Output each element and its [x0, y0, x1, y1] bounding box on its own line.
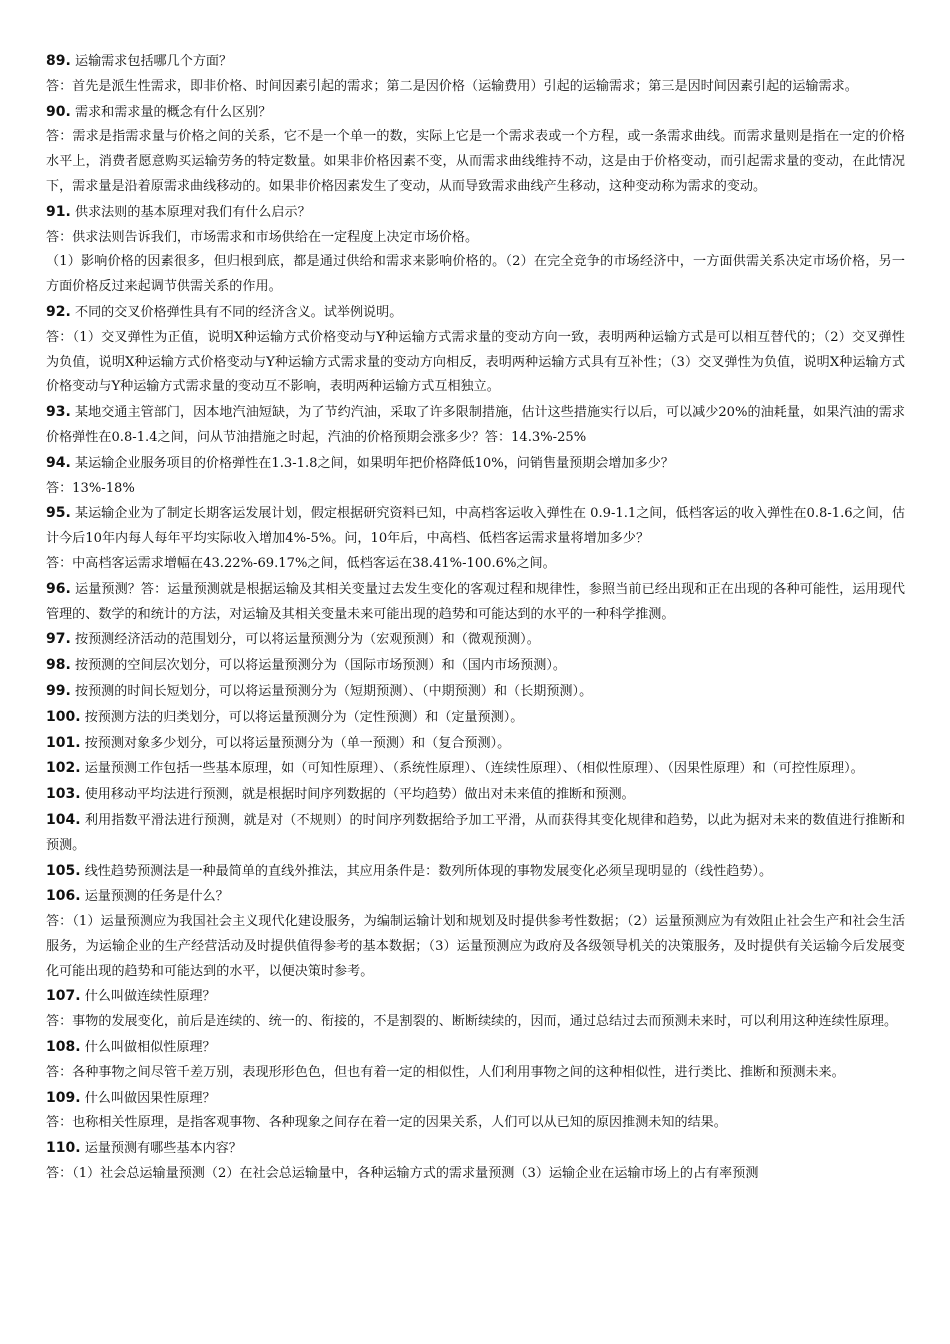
question-text: 线性趋势预测法是一种最简单的直线外推法，其应用条件是：数列所体现的事物发展变化必须呈现明显的（线性趋势）。	[80, 863, 773, 879]
question-text: 运量预测的任务是什么？	[80, 889, 229, 905]
question-101	[46, 731, 905, 757]
question-91	[46, 200, 905, 226]
question-text: 按预测经济活动的范围划分，可以将运量预测分为（宏观预测）和（微观预测）。	[70, 632, 540, 648]
question-text: 按预测的空间层次划分，可以将运量预测分为（国际市场预测）和（国内市场预测）。	[70, 658, 566, 674]
question-number: 94.	[46, 454, 71, 471]
answer-text: （1）影响价格的因素很多，但归根到底，都是通过供给和需求来影响价格的。（2）在完全竞争的市场经济中，一方面供需关系决定市场价格，另一方面价格反过来起调节供需关系的作用。	[46, 254, 905, 295]
question-90	[46, 100, 905, 126]
question-number: 102.	[46, 760, 81, 777]
question-text: 利用指数平滑法进行预测，就是对（不规则）的时间序列数据给予加工平滑，从而获得其变化规律和趋势，以此为据对未来的数值进行推断和预测。	[46, 812, 905, 853]
answer-91	[46, 226, 905, 251]
question-number: 93.	[46, 404, 71, 421]
answer-text: 答：（1）交叉弹性为正值，说明X种运输方式价格变动与Y种运输方式需求量的变动方向一致，表明两种运输方式是可以相互替代的；（2）交叉弹性为负值，说明X种运输方式价格变动与Y种运输方式需求量的变动方向相反，表明两种运输方式具有互补性；（3）交叉弹性为负值，说明X种运输方式价格变动与Y种运输方式需求量的变动互不影响，表明两种运输方式互相独立。	[46, 329, 905, 395]
answer-94	[46, 477, 905, 502]
answer-text: 答：13%-18%	[46, 480, 135, 496]
answer-106	[46, 910, 905, 984]
question-number: 109.	[46, 1089, 81, 1106]
question-number: 92.	[46, 303, 71, 320]
question-text: 运量预测？答：运量预测就是根据运输及其相关变量过去发生变化的客观过程和规律性，参照当前已经出现和正在出现的各种可能性，运用现代管理的、数学的和统计的方法，对运输及其相关变量未来可能出现的趋势和可能达到的水平的一种科学推测。	[46, 581, 905, 622]
question-number: 96.	[46, 580, 71, 597]
question-text: 按预测对象多少划分，可以将运量预测分为（单一预测）和（复合预测）。	[80, 735, 511, 751]
question-number: 106.	[46, 888, 81, 905]
question-text: 按预测的时间长短划分，可以将运量预测分为（短期预测）、（中期预测）和（长期预测）。	[70, 683, 593, 699]
question-text: 使用移动平均法进行预测，就是根据时间序列数据的（平均趋势）做出对未来值的推断和预测。	[80, 787, 635, 803]
question-99	[46, 679, 905, 705]
answer-text: 答：供求法则告诉我们，市场需求和市场供给在一定程度上决定市场价格。	[46, 229, 479, 245]
answer-109	[46, 1111, 905, 1136]
answer-text: 答：（1）社会总运输量预测（2）在社会总运输量中，各种运输方式的需求量预测（3）运输企业在运输市场上的占有率预测	[46, 1166, 759, 1182]
answer-110	[46, 1162, 905, 1187]
question-98	[46, 653, 905, 679]
question-number: 103.	[46, 786, 81, 803]
question-text: 需求和需求量的概念有什么区别？	[70, 104, 272, 120]
answer-90	[46, 125, 905, 199]
answer-text: 答：首先是派生性需求，即非价格、时间因素引起的需求；第二是因价格（运输费用）引起的运输需求；第三是因时间因素引起的运输需求。	[46, 78, 858, 94]
question-102	[46, 756, 905, 782]
question-text: 供求法则的基本原理对我们有什么启示？	[70, 204, 311, 220]
question-text: 什么叫做因果性原理？	[80, 1090, 216, 1106]
question-text: 运输需求包括哪几个方面？	[70, 54, 233, 69]
question-108	[46, 1035, 905, 1061]
question-93	[46, 400, 905, 451]
question-text: 运量预测工作包括一些基本原理，如（可知性原理）、（系统性原理）、（连续性原理）、（相似性原理）、（因果性原理）和（可控性原理）。	[80, 761, 864, 777]
answer-text: 答：各种事物之间尽管千差万别，表现形形色色，但也有着一定的相似性，人们利用事物之间的这种相似性，进行类比、推断和预测未来。	[46, 1064, 845, 1080]
answer-91-detail	[46, 250, 905, 300]
question-97	[46, 627, 905, 653]
question-number: 101.	[46, 734, 81, 751]
question-text: 按预测方法的归类划分，可以将运量预测分为（定性预测）和（定量预测）。	[80, 709, 524, 725]
question-number: 105.	[46, 862, 81, 879]
question-number: 99.	[46, 682, 71, 699]
question-100	[46, 705, 905, 731]
question-95	[46, 501, 905, 552]
answer-95	[46, 552, 905, 577]
answer-89	[46, 75, 905, 100]
question-104	[46, 808, 905, 859]
question-number: 97.	[46, 631, 71, 648]
question-text: 某地交通主管部门，因本地汽油短缺，为了节约汽油，采取了许多限制措施，估计这些措施实行以后，可以减少20%的油耗量，如果汽油的需求价格弹性在0.8-1.4之间，问从节油措施之时起，汽油的价格预期会涨多少？答：14.3%-25%	[46, 405, 905, 445]
question-96	[46, 577, 905, 628]
question-text: 不同的交叉价格弹性具有不同的经济含义。试举例说明。	[70, 304, 403, 320]
question-text: 什么叫做连续性原理？	[80, 989, 216, 1005]
question-number: 110.	[46, 1140, 81, 1157]
question-89	[46, 49, 905, 75]
question-text: 运量预测有哪些基本内容？	[80, 1141, 242, 1157]
question-text: 某运输企业服务项目的价格弹性在1.3-1.8之间，如果明年把价格降低10%，问销售量预期会增加多少？	[70, 455, 674, 471]
question-110	[46, 1136, 905, 1162]
question-103	[46, 782, 905, 808]
answer-text: 答：（1）运量预测应为我国社会主义现代化建设服务，为编制运输计划和规划及时提供参考性数据；（2）运量预测应为有效阻止社会生产和社会生活服务，为运输企业的生产经营活动及时提供值得参考的基本数据；（3）运量预测应为政府及各级领导机关的决策服务，及时提供有关运输今后发展变化可能出现的趋势和可能达到的水平，以便决策时参考。	[46, 914, 905, 979]
question-106	[46, 884, 905, 910]
question-number: 100.	[46, 708, 81, 725]
answer-108	[46, 1061, 905, 1086]
answer-text: 答：中高档客运需求增幅在43.22%-69.17%之间，低档客运在38.41%-100.6%之间。	[46, 555, 556, 571]
question-number: 107.	[46, 988, 81, 1005]
question-number: 104.	[46, 811, 81, 828]
question-text: 某运输企业为了制定长期客运发展计划，假定根据研究资料已知，中高档客运收入弹性在 0.9-1.1之间，低档客运的收入弹性在0.8-1.6之间，估计今后10年内每人每年平均实际收入增加4%-5%。问，10年后，中高档、低档客运需求量将增加多少？	[46, 506, 905, 547]
question-number: 95.	[46, 505, 71, 522]
question-text: 什么叫做相似性原理？	[80, 1040, 216, 1056]
question-94	[46, 451, 905, 477]
answer-text: 答：事物的发展变化，前后是连续的、统一的、衔接的，不是割裂的、断断续续的，因而，通过总结过去而预测未来时，可以利用这种连续性原理。	[46, 1014, 898, 1030]
question-109	[46, 1086, 905, 1112]
question-number: 108.	[46, 1039, 81, 1056]
question-105	[46, 859, 905, 885]
question-number: 91.	[46, 203, 71, 220]
question-92	[46, 300, 905, 326]
question-107	[46, 984, 905, 1010]
answer-text: 答：需求是指需求量与价格之间的关系，它不是一个单一的数，实际上它是一个需求表或一个方程，或一条需求曲线。而需求量则是指在一定的价格水平上，消费者愿意购买运输劳务的特定数量。如果非价格因素不变，从而需求曲线维持不动，这是由于价格变动，而引起需求量的变动，在此情况下，需求量是沿着原需求曲线移动的。如果非价格因素发生了变动，从而导致需求曲线产生移动，这种变动称为需求的变动。	[46, 129, 905, 194]
question-number: 98.	[46, 657, 71, 674]
answer-107	[46, 1010, 905, 1035]
question-number: 89.	[46, 53, 71, 69]
answer-92	[46, 326, 905, 400]
answer-text: 答：也称相关性原理，是指客观事物、各种现象之间存在着一定的因果关系，人们可以从已知的原因推测未知的结果。	[46, 1115, 727, 1131]
question-number: 90.	[46, 103, 71, 120]
